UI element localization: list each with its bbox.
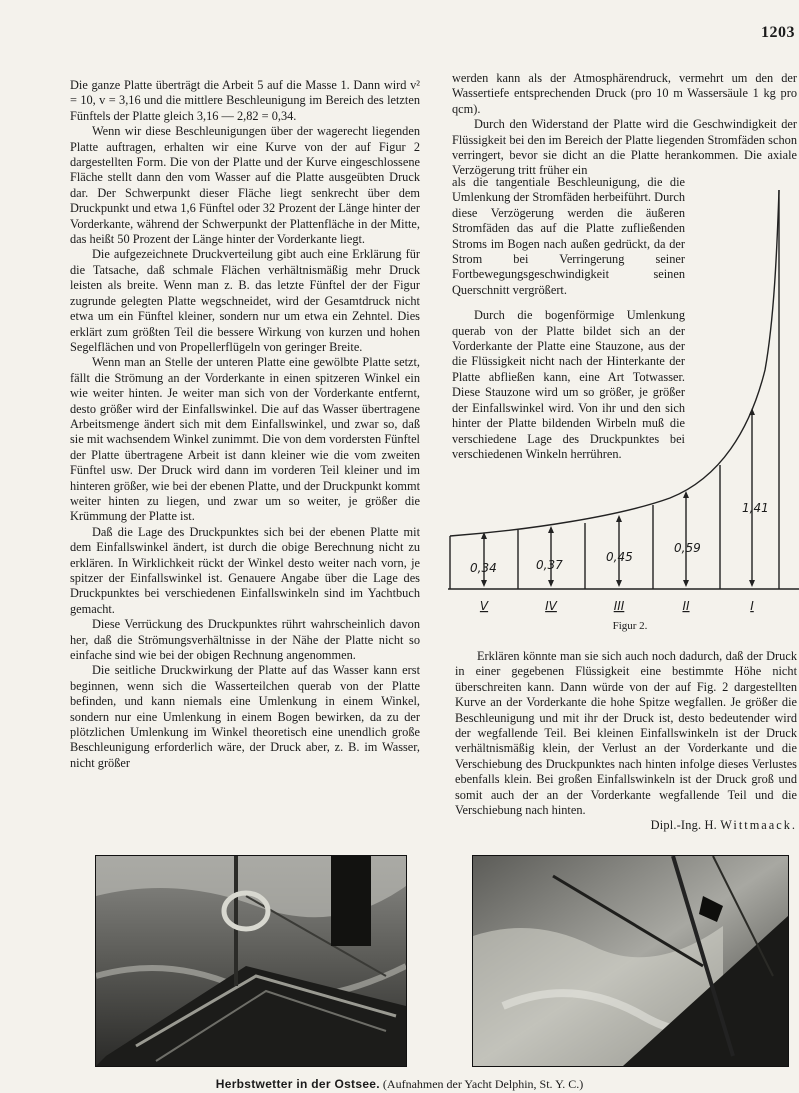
page-number: 1203 [761,24,795,41]
value-label: 0,59 [674,541,701,555]
paragraph: Daß die Lage des Druckpunktes sich bei der ebenen Platte mit dem Einfallswinkel ändert, ist durch die obige Berechnung nicht zu erklären. In Wirklichkeit rückt der Winkel desto weiter nach vorn, je spitzer der Einfallswinkel ist. Genauere Angabe über die Lage des Druckpunktes bei verschiedenen Einfallswinkeln sind im Yachtbuch gemacht. [70,524,420,616]
segment-label: V [479,599,489,613]
right-column-bottom [455,649,797,834]
photo-yacht-heeling [472,855,789,1067]
segment-label: III [613,599,625,613]
photo-caption-title: Herbstwetter in der Ostsee. [215,1077,380,1091]
paragraph: Diese Verrückung des Druckpunktes rührt wahrscheinlich davon her, daß die Strömungsverhältnisse in der Nähe der Platte nicht so einfache sind wie bei der obigen Rechnung angenommen. [70,617,420,663]
photo-caption-credit: (Aufnahmen der Yacht Delphin, St. Y. C.) [382,1077,584,1091]
paragraph: Die aufgezeichnete Druckverteilung gibt auch eine Erklärung für die Tatsache, daß schmale Flächen verhältnismäßig mehr Druck leisten als breite. Wenn man z. B. das letzte Fünftel der der Figur zugrunde gelegten Platte wegschneidet, wird der Gesamtdruck nicht etwa um ein Fünftel kleiner, sondern nur um etwa ein Zehntel. Dies erklärt zum größten Teil die bessere Wirkung von kurzen und hohen Segelflächen und von Propellerflügeln von geringer Breite. [70,247,420,354]
author-name: Wittmaack. [720,818,797,833]
segment-label: II [682,599,690,613]
pressure-distribution-figure [440,180,799,630]
paragraph: als die tangentiale Beschleunigung, die die Umlenkung der Stromfäden herbeiführt. Durch diese Verzögerung werden die äußeren Stromfäden das auf die Platte zufließenden Stroms im Bogen nach außen gedrückt, da der Strom bei Verringerung seiner Fortbewegungsgeschwindigkeit seinen Querschnitt vergrößert. [452,175,685,297]
left-column [70,78,420,771]
segment-label: IV [545,599,557,613]
value-label: 0,37 [536,558,563,572]
paragraph: Erklären könnte man sie sich auch noch dadurch, daß der Druck in einer gegebenen Flüssigkeit eine bestimmte Höhe nicht überschreiten kann. Dann würde von der auf Fig. 2 dargestellten Kurve an der Vorderkante die hohe Spitze wegfallen. Je größer die Beschleunigung und mit ihr der Druck ist, desto bedeutender wird der wegfallende Teil. Bei kleinen Einfallswinkeln ist der Druck verhältnismäßig klein, der Verlust an der Vorderkante und die Verschiebung des Druckpunktes nach hinten infolge dieses Verlustes ebenfalls klein. Bei großen Einfallswinkeln ist der Druck groß und somit auch der an der Vorderkante wegfallende Teil und die Verschiebung nach hinten. [455,649,797,818]
paragraph: werden kann als der Atmosphärendruck, vermehrt um den der Wassertiefe entsprechenden Druck (pro 10 m Wassersäule 1 kg pro qcm). [452,71,797,116]
paragraph: Wenn wir diese Beschleunigungen über der wagerecht liegenden Platte auftragen, erhalten wir eine Kurve von der auf Figur 2 dargestellten Form. Die von der Platte und der Kurve eingeschlossene Fläche stellt dann den vom Wasser auf die Platte ausgeübten Druck dar. Der Schwerpunkt dieser Fläche liegt senkrecht über dem Druckpunkt und etwa 1,6 Fünftel oder 32 Prozent der Länge hinter der Vorderkante, während der Schwerpunkt der Plattenfläche in der Mitte, das heißt 50 Prozent der Länge hinter der Vorderkante liegt. [70,124,420,247]
right-column-top [452,71,797,179]
author-prefix: Dipl.-Ing. H. [650,818,717,833]
paragraph: Die seitliche Druckwirkung der Platte auf das Wasser kann erst beginnen, wenn sich die Wasserteilchen querab von der Platte befinden, und kann niemals eine Umlenkung in einem Winkel, sondern nur eine Umlenkung in einem Bogen bewirken, da zu der plötzlichen Umlenkung im Winkel theoretisch eine unendlich große Beschleunigung erforderlich wäre, der Druck aber, z. B. im Wasser, nicht größer [70,663,420,770]
figure-caption: Figur 2. [612,620,648,632]
photo-yacht-deck [95,855,407,1067]
pressure-curve [450,190,779,536]
photo-caption [0,1077,799,1092]
segment-label: I [750,599,754,613]
author-signature [455,818,797,833]
paragraph: Die ganze Platte überträgt die Arbeit 5 auf die Masse 1. Dann wird v² = 10, v = 3,16 und die mittlere Beschleunigung im Bereich des letzten Fünftels der Platte gleich 3,16 — 2,82 = 0,34. [70,78,420,123]
paragraph: Durch den Widerstand der Platte wird die Geschwindigkeit der Flüssigkeit bei den im Bereich der Platte liegenden Stromfäden schon verringert, bevor sie dicht an die Platte herankommen. Die axiale Verzögerung tritt früher ein [452,117,797,178]
paragraph: Wenn man an Stelle der unteren Platte eine gewölbte Platte setzt, fällt die Strömung an der Vorderkante in einen spitzeren Winkel ein wie weiter hinten. Je weiter man sich von der Vorderkante entfernt, desto größer wird der Einfallswinkel. Die auf das Wasser übertragene Arbeitsmenge ändert sich mit dem Einfallswinkel, und zwar so, daß sie mit wachsendem Winkel zunimmt. Die von dem vordersten Fünftel der Platte übertragene Arbeit ist dann kleiner wie die vom zweiten Fünftel usw. Der Druck wird dann im vorderen Teil kleiner und im hinteren größer, wie bei der ebenen Platte, und der Druckpunkt kommt weiter hinten zu liegen, und zwar um so weiter, je größer die Krümmung der Platte ist. [70,355,420,524]
value-label: 1,41 [742,501,769,515]
value-label: 0,34 [470,561,497,575]
paragraph: Durch die bogenförmige Umlenkung querab von der Platte bildet sich an der Vorderkante der Platte eine Stauzone, aus der die Flüssigkeit nicht nach der Hinterkante der Platte abfließen kann, eine Art Totwasser. Diese Stauzone wird um so größer, je größer der Einfallswinkel wird. Von ihr und den sich hinter der Platte bildenden Wirbeln muß die verschiedene Lage des Druckpunktes bei verschiedenen Winkeln herrühren. [452,308,685,461]
value-label: 0,45 [606,550,633,564]
